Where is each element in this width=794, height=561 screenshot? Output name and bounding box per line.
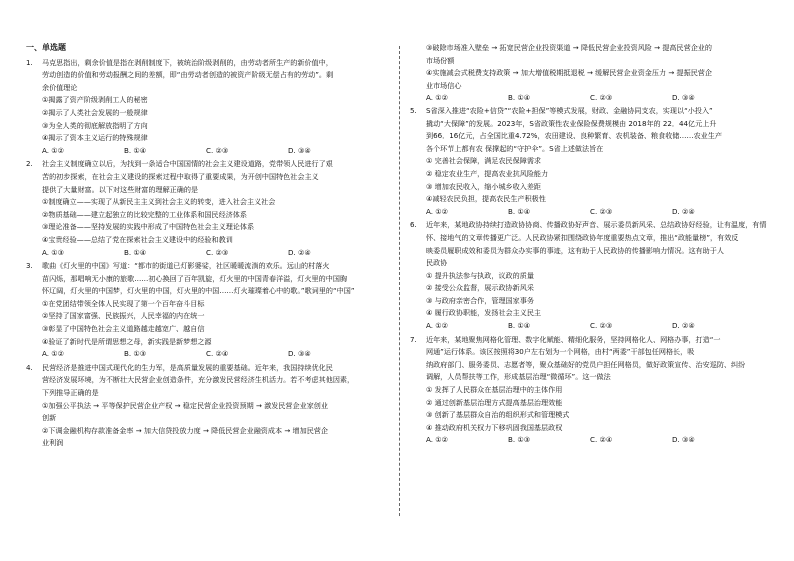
question-text: 怀、接地气的文章传播更广泛。人民政协紧扣围绕政协年度重要热点文章，推出“政能量榜”，有效反 <box>426 232 739 242</box>
question-stem-line <box>26 285 386 298</box>
question-stem-line <box>26 82 386 95</box>
question-stem-line <box>26 362 386 375</box>
question-stem-line <box>410 257 770 270</box>
statement-item: ④验证了新时代是所谓思想之母，新实践是新梦想之源 <box>42 336 212 346</box>
statement-item: ②坚持了国家富强、民族振兴，人民幸福的内在统一 <box>42 311 205 321</box>
question-number: 1. <box>26 57 33 67</box>
question-text: 撬动“大保障”的发展。2023年，S省政策性农业保险保费规模由 2018年的 22．44亿元上升 <box>426 118 717 128</box>
statement-item: 业利润 <box>42 438 64 448</box>
question-4-continued <box>410 42 770 92</box>
answer-option: D. ②④ <box>288 247 311 257</box>
question <box>26 57 386 158</box>
question-stem-line <box>26 387 386 400</box>
statement-item: ②下调金融机构存款准备金率 → 加大信贷投放力度 → 降低民营企业融资成本 → 增加民营企 <box>42 425 328 435</box>
question-stem-line <box>410 245 770 258</box>
question-number <box>26 184 42 197</box>
answer-option: D. ②④ <box>672 321 695 331</box>
question-number <box>410 257 426 270</box>
question <box>26 260 386 361</box>
statement-item: ①在党团结带领全体人民实现了第一个百年奋斗目标 <box>42 298 205 308</box>
question-number <box>26 273 42 286</box>
answer-option: A. ①② <box>426 206 448 216</box>
question-text: 纳政府部门、服务委员、志愿者等，聚众基础好的党员户担任网格员，做好政策宣传、治安巡防、纠纷 <box>426 359 746 369</box>
question-stem-line <box>26 158 386 171</box>
statement-item: ②揭示了人类社会发展的一般规律 <box>42 107 148 117</box>
question-number <box>410 118 426 131</box>
question-stem-line <box>410 346 770 359</box>
question-4-options <box>410 92 770 105</box>
right-question-list <box>410 105 770 447</box>
statement-item: 市场份额 <box>426 55 455 65</box>
question-stem-line <box>26 273 386 286</box>
question-number <box>26 82 42 95</box>
question-text: 苗闪烁，那唱响无小康的旅歌……初心换回了百年凯旋，灯火里的中国青春洋溢，灯火里的中国胸 <box>42 273 348 283</box>
statement-item: ② 接受公众监督，展示政协新风采 <box>426 283 534 293</box>
question-number <box>410 130 426 143</box>
question-text: 余价值理论 <box>42 82 78 92</box>
statement-item: ④减轻农民负担，提高农民生产积极性 <box>426 194 546 204</box>
question-number: 3. <box>26 261 33 271</box>
question-text: 劳动创造的价值和劳动报酬之间的差额，即“由劳动者创造的被资产阶级无偿占有的劳动”。剩 <box>42 70 334 80</box>
question-stem-line <box>410 359 770 372</box>
question-stem-line <box>410 334 770 347</box>
answer-option: A. ①② <box>426 321 448 331</box>
answer-options <box>410 434 770 447</box>
question-text: 民营经济是推进中国式现代化的生力军，是高质量发展的重要基础。近年来，我国持续优化民 <box>42 362 333 372</box>
question-stem-line <box>26 374 386 387</box>
question-text: 民政协 <box>426 258 448 268</box>
answer-option: C. ②③ <box>206 145 229 155</box>
question-number: 5. <box>410 105 417 115</box>
left-column <box>26 42 386 451</box>
question-stem-line <box>410 105 770 118</box>
question-stem-line <box>410 232 770 245</box>
question-stem-line <box>410 219 770 232</box>
statement-item: ②物质基础——建立起独立的比较完整的工业体系和国民经济体系 <box>42 209 247 219</box>
question-number <box>26 171 42 184</box>
question <box>410 105 770 218</box>
statement-item: ①制度确立——实现了从新民主主义到社会主义的转变，进入社会主义社会 <box>42 197 276 207</box>
answer-options <box>26 145 386 158</box>
question-text: 营经济发展环境，为不断壮大民营企业创造条件，充分激发民营经济生机活力。若不考虑其他因素， <box>42 375 355 385</box>
answer-option: D. ②④ <box>672 206 695 216</box>
statement-item: ③彰显了中国特色社会主义道路越走越宽广、越自信 <box>42 324 205 334</box>
answer-options <box>26 247 386 260</box>
question-number <box>26 374 42 387</box>
right-column <box>410 42 770 448</box>
section-title: 一、单选题 <box>26 43 66 52</box>
answer-option: A. ①③ <box>42 247 64 257</box>
statement-item: ④ 推动政府机关权力下移巩固我国基层政权 <box>426 422 563 432</box>
question-stem-line <box>26 69 386 82</box>
answer-option: B. ①④ <box>508 206 531 216</box>
question-text: 下列推导正确的是 <box>42 388 99 398</box>
answer-option: A. ①② <box>42 145 64 155</box>
question-text: 近年来，某地政协持续打造政协协商、传播政协好声音、展示委员新风采、总结政协好经验，让有温度，有情 <box>426 220 767 230</box>
question-number <box>26 387 42 400</box>
answer-option: D. ③④ <box>672 93 695 103</box>
answer-option: D. ③④ <box>672 435 695 445</box>
answer-option: B. ①④ <box>508 321 531 331</box>
left-question-list <box>26 57 386 450</box>
answer-option: C. ②④ <box>590 435 613 445</box>
question-stem-line <box>410 118 770 131</box>
answer-option: B. ①③ <box>508 435 531 445</box>
statement-item: ③ 创新了基层群众自治的组织形式和管理模式 <box>426 410 570 420</box>
question-number: 4. <box>26 362 33 372</box>
answer-option: C. ②③ <box>206 247 229 257</box>
statement-item: ③破除市场准入壁垒 → 拓宽民营企业投资渠道 → 降低民营企业投资风险 → 提高民营企业的 <box>426 43 712 52</box>
question <box>26 362 386 450</box>
question-stem-line <box>410 130 770 143</box>
statement-item: ③ 增加农民收入，缩小城乡收入差距 <box>426 181 542 191</box>
question-number: 2. <box>26 159 33 169</box>
question-text: 社会主义制度确立以后，为找到一条适合中国国情的社会主义建设道路，党带领人民进行了艰 <box>42 159 333 169</box>
statement-item: ① 提升执法参与执政，议政的质量 <box>426 270 534 280</box>
answer-option: D. ③④ <box>288 349 311 359</box>
answer-option: A. ①② <box>42 349 64 359</box>
question-text: 调解，人员帮扶等工作，形成基层治理“微循环”。这一做法 <box>426 372 611 382</box>
statement-item: ② 稳定农业生产，提高农业抗风险能力 <box>426 168 549 178</box>
question-number: 6. <box>410 220 417 230</box>
question <box>26 158 386 259</box>
question-text: 怀辽阔，灯火里的中国梦，灯火里的中国，灯火里的中国……灯火璀璨着心中的歌。”歌词里的“中国” <box>42 286 355 296</box>
answer-option: C. ②③ <box>590 321 613 331</box>
answer-option: D. ③④ <box>288 145 311 155</box>
column-divider <box>399 46 400 516</box>
statement-item: ①加强公平执法 → 平等保护民营企业产权 → 稳定民营企业投资预期 → 激发民营企业家创业 <box>42 400 328 410</box>
question-stem-line <box>26 171 386 184</box>
statement-item: ④揭示了资本主义运行的特殊规律 <box>42 133 148 143</box>
statement-item: ④宝贵经验——总结了党在探索社会主义建设中的经验和教训 <box>42 234 233 244</box>
answer-options <box>410 206 770 219</box>
question-stem-line <box>26 57 386 70</box>
statement-item: 业市场信心 <box>426 80 462 90</box>
statement-item: ④实施减会式税费支持政策 → 加大增值税期抵退税 → 缓解民营企业资金压力 → 提振民营企 <box>426 68 712 78</box>
question-text: 马克思指出，剩余价值是指在剥削制度下，被统治阶级剥削的，由劳动者所生产的新价值中， <box>42 57 333 67</box>
question-number <box>410 143 426 156</box>
question-stem-line <box>410 371 770 384</box>
question-text: 歌曲《灯火里的中国》写道：“都市的街道已灯影婆娑，社区暖暖流淌的欢乐。远山的村落火 <box>42 261 330 271</box>
answer-option: A. ①② <box>426 435 448 445</box>
question-text: 提供了大量财富。以下对这些财富的理解正确的是 <box>42 184 199 194</box>
answer-option: B. ①④ <box>124 247 147 257</box>
question-text: 各个环节上都有农 保撑起的“守护伞”。S省上述做法旨在 <box>426 143 604 153</box>
question-number <box>26 69 42 82</box>
question <box>410 219 770 332</box>
question-text: 网通”运行体系。该区按照将30户左右划为一个网格，由村“两委”干部包任网格长，吸 <box>426 347 695 357</box>
question-number: 7. <box>410 334 417 344</box>
statement-item: ③为全人类的彻底解放指明了方向 <box>42 120 148 130</box>
answer-option: A. ①② <box>426 93 448 103</box>
question-stem-line <box>26 260 386 273</box>
question-number <box>410 232 426 245</box>
question-text: S省深入推进“农险+信贷”“农险+担保”等模式发展，财政、金融协同支农，实现以“小投入” <box>426 105 713 115</box>
question-text: 到66．16亿元，占全国比重4.72%，农田建设、良种繁育、农机装备、粮食收储……农业生产 <box>426 131 722 141</box>
statement-item: ③ 与政府亲密合作，管理国家事务 <box>426 295 534 305</box>
statement-item: 创新 <box>42 413 57 423</box>
answer-option: C. ②③ <box>590 93 613 103</box>
answer-options <box>26 348 386 361</box>
question-number <box>410 346 426 359</box>
question-stem-line <box>26 184 386 197</box>
question-number <box>410 371 426 384</box>
statement-item: ① 完善社会保障，满足农民保障需求 <box>426 156 542 166</box>
statement-item: ④ 履行政协职能，发扬社会主义民主 <box>426 308 542 318</box>
answer-option: B. ①④ <box>508 93 531 103</box>
question-number <box>410 359 426 372</box>
answer-option: B. ①④ <box>124 145 147 155</box>
statement-item: ① 发挥了人民群众在基层治理中的主体作用 <box>426 385 563 395</box>
question-text: 近年来，某地聚焦网格化管理、数字化赋能、精细化服务，坚持网格化人、网格办事，打造“一 <box>426 334 721 344</box>
question-text: 苦的初步探索，在社会主义建设的探索过程中取得了重要成果，为开创中国特色社会主义 <box>42 171 319 181</box>
question <box>410 334 770 447</box>
question-stem-line <box>410 143 770 156</box>
answer-options <box>410 320 770 333</box>
answer-option: C. ②③ <box>590 206 613 216</box>
question-text: 映委员履职成效和委员为群众办实事的事迹，这有助于人民政协的传播影响力情况。这有助于人 <box>426 245 724 255</box>
answer-option: B. ①③ <box>124 349 147 359</box>
statement-item: ② 通过创新基层治理方式提高基层治理效能 <box>426 397 563 407</box>
statement-item: ③理论准备——坚持发展的实践中形成了中国特色社会主义理论体系 <box>42 222 255 232</box>
question-number <box>26 285 42 298</box>
answer-option: C. ②④ <box>206 349 229 359</box>
statement-item: ①揭露了资产阶级剥削工人的秘密 <box>42 95 148 105</box>
question-number <box>410 245 426 258</box>
